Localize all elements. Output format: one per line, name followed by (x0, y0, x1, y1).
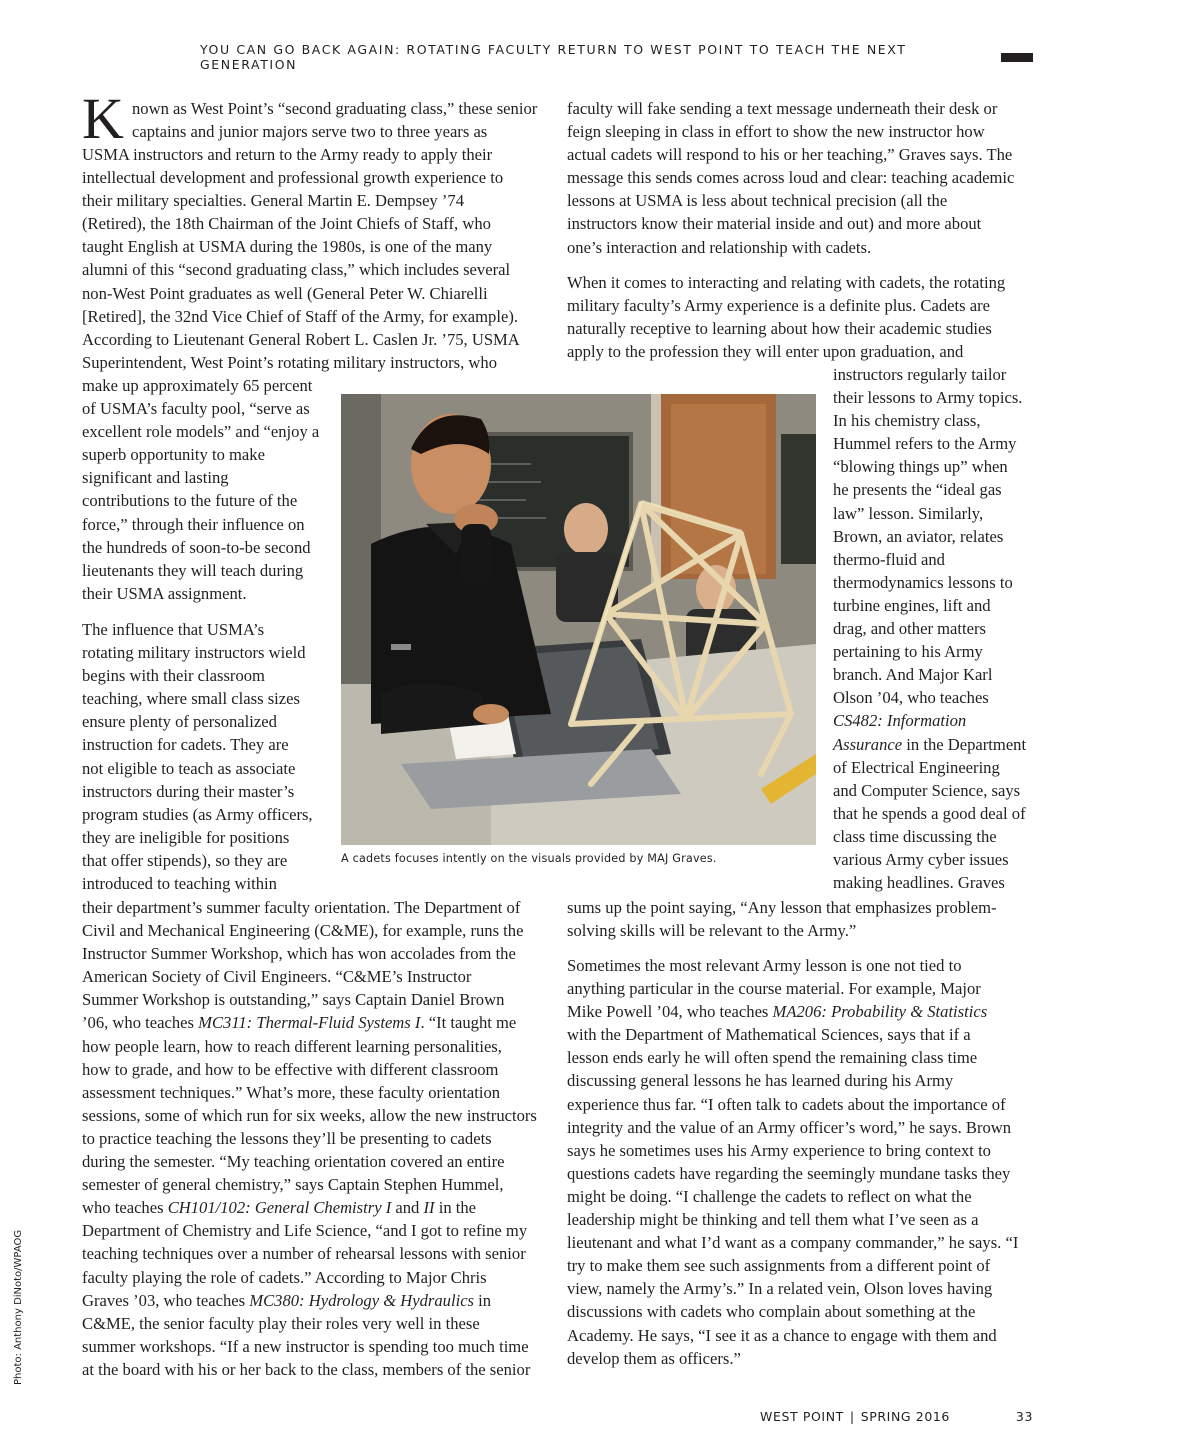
text-line: that he spends a good deal of (833, 803, 1026, 823)
text-line (567, 1000, 1033, 1023)
article-paragraph-2 (82, 618, 332, 895)
text-line: branch. And Major Karl (833, 665, 993, 685)
text-line: assessment techniques.” What’s more, these faculty orientation (82, 1082, 501, 1102)
running-head-bar (1001, 53, 1033, 62)
running-head (200, 42, 1033, 72)
text-line: pertaining to his Army (833, 642, 983, 662)
article-paragraph-3 (567, 97, 1033, 259)
course-title: CS482: Information (833, 711, 967, 731)
course-title: CH101/102: General Chemistry I (167, 1198, 392, 1218)
text-run: in the (434, 1198, 477, 1218)
footer-publication (760, 1409, 950, 1424)
article-intro (132, 97, 552, 143)
text-line: taught English at USMA during the 1980s, is one of the many (82, 237, 493, 257)
text-line: alumni of this “second graduating class,” which includes several (82, 260, 511, 280)
text-line: during the semester. “My teaching orientation covered an entire (82, 1152, 505, 1172)
text-line: faculty playing the role of cadets.” According to Major Chris (82, 1267, 487, 1287)
text-line (82, 1011, 552, 1034)
text-line: Superintendent, West Point’s rotating military instructors, who (82, 352, 498, 372)
text-line: Olson ’04, who teaches (833, 688, 989, 708)
text-line (833, 709, 1033, 732)
text-line: Academy. He says, “I see it as a chance to engage with them and (567, 1325, 997, 1345)
course-title: Assurance (833, 734, 903, 754)
text-line: making headlines. Graves (833, 873, 1005, 893)
text-line (833, 733, 1033, 756)
text-line: significant and lasting (82, 468, 229, 488)
issue-date: SPRING 2016 (860, 1409, 950, 1424)
text-line: introduced to teaching within (82, 874, 277, 894)
text-line: with the Department of Mathematical Sciences, says that if a (567, 1025, 971, 1045)
text-line: lieutenant and what I’d want as a company commander,” he says. “I (567, 1233, 1019, 1253)
course-title: MC380: Hydrology & Hydraulics (249, 1290, 475, 1310)
text-line: questions cadets have regarding the seemingly mundane tasks they (567, 1163, 1011, 1183)
text-line: American Society of Civil Engineers. “C&ME’s Instructor (82, 967, 472, 987)
text-line: drag, and other matters (833, 619, 986, 639)
text-line: Sometimes the most relevant Army lesson is one not tied to (567, 956, 962, 975)
text-line: class time discussing the (833, 826, 997, 846)
text-line: rotating military instructors wield (82, 643, 306, 663)
text-line: teaching, where small class sizes (82, 689, 300, 709)
text-line: Summer Workshop is outstanding,” says Captain Daniel Brown (82, 990, 505, 1010)
text-line: lessons at USMA is less about technical precision (all the (567, 191, 948, 211)
text-line: program studies (as Army officers, (82, 804, 313, 824)
page-footer (700, 1409, 1033, 1427)
text-line: [Retired], the 32nd Vice Chief of Staff of the Army, for example). (82, 306, 518, 326)
text-line: Instructor Summer Workshop, which has won accolades from the (82, 944, 516, 964)
text-line: begins with their classroom (82, 666, 265, 686)
text-line: of USMA’s faculty pool, “serve as (82, 399, 310, 419)
article-paragraph-4-continued (567, 896, 1033, 942)
text-line: feign sleeping in class in effort to show the new instructor how (567, 122, 985, 142)
text-line: contributions to the future of the (82, 491, 298, 511)
drop-cap: K (82, 86, 124, 151)
course-title: II (423, 1198, 435, 1218)
text-line: says he sometimes uses his Army experience to bring context to (567, 1140, 991, 1160)
text-line: not eligible to teach as associate (82, 758, 296, 778)
text-line: instructors during their master’s (82, 781, 295, 801)
text-line: sums up the point saying, “Any lesson that emphasizes problem- (567, 898, 997, 917)
text-line (82, 1196, 552, 1219)
text-line: Brown, an aviator, relates (833, 526, 1004, 546)
text-line: at the board with his or her back to the class, members of the senior (82, 1359, 531, 1379)
text-line: message this sends comes across loud and clear: teaching academic (567, 168, 1015, 188)
text-line: The influence that USMA’s (82, 620, 265, 639)
article-paragraph-5 (567, 954, 1033, 1370)
text-line: to practice teaching the lessons they’ll be presenting to cadets (82, 1128, 492, 1148)
text-line: might be doing. “I challenge the cadets to reflect on what the (567, 1186, 972, 1206)
text-line: discussions with cadets who complain about something at the (567, 1302, 976, 1322)
text-line: leadership might be thinking and tell them what I’ve seen as a (567, 1210, 979, 1230)
text-run: in (474, 1290, 492, 1310)
classroom-photo (341, 394, 816, 845)
text-line: USMA instructors and return to the Army ready to apply their (82, 145, 493, 164)
text-line: apply to the profession they will enter upon graduation, and (567, 342, 964, 362)
article-paragraph-1 (82, 143, 552, 374)
text-line: solving skills will be relevant to the Army.” (567, 921, 857, 941)
text-line: law” lesson. Similarly, (833, 503, 984, 523)
text-line: turbine engines, lift and (833, 595, 991, 615)
text-line: C&ME, the senior faculty play their roles very well in these (82, 1313, 480, 1333)
text-line: how to grade, and how to be effective with different classroom (82, 1059, 499, 1079)
text-line: ensure plenty of personalized (82, 712, 277, 732)
footer-separator: | (849, 1409, 855, 1424)
course-title: MA206: Probability & Statistics (772, 1002, 988, 1022)
text-line: In his chemistry class, (833, 411, 981, 431)
course-title: MC311: Thermal-Fluid Systems I (198, 1013, 421, 1033)
text-line: try to make them see such assignments from a different point of (567, 1256, 991, 1276)
text-line: their lessons to Army topics. (833, 388, 1023, 408)
article-paragraph-4-wrap (833, 363, 1033, 894)
article-paragraph-1-wrap (82, 374, 332, 605)
text-line: lesson ends early he will often spend the remaining class time (567, 1048, 978, 1068)
text-line: thermo-fluid and (833, 549, 945, 569)
text-line: sessions, some of which run for six weeks, allow the new instructors (82, 1105, 537, 1125)
text-line: actual cadets will respond to his or her teaching,” Graves says. The (567, 145, 1013, 165)
text-line: superb opportunity to make (82, 445, 265, 465)
text-line: their military specialties. General Martin E. Dempsey ’74 (82, 191, 464, 211)
text-line: that offer stipends), so they are (82, 850, 288, 870)
text-line: (Retired), the 18th Chairman of the Joint Chiefs of Staff, who (82, 214, 491, 234)
text-line: Hummel refers to the Army (833, 434, 1017, 454)
text-run: and (391, 1198, 424, 1218)
text-line: lieutenants they will teach during (82, 560, 304, 580)
text-line: view, namely the Army’s.” In a related vein, Olson loves having (567, 1279, 993, 1299)
text-line (82, 1289, 552, 1312)
text-line: Department of Chemistry and Life Science, “and I got to refine my (82, 1221, 528, 1241)
text-line: nown as West Point’s “second graduating class,” these senior (132, 99, 538, 118)
text-line: force,” through their influence on (82, 514, 305, 534)
text-line: teaching techniques over a number of rehearsal lessons with senior (82, 1244, 526, 1264)
text-line: one’s interaction and relationship with cadets. (567, 237, 872, 257)
text-line: Civil and Mechanical Engineering (C&ME), for example, runs the (82, 921, 524, 941)
text-line: When it comes to interacting and relating with cadets, the rotating (567, 273, 1006, 292)
text-line: captains and junior majors serve two to three years as (132, 122, 488, 142)
text-run: Mike Powell ’04, who teaches (567, 1002, 773, 1022)
text-run: who teaches (82, 1198, 168, 1218)
text-line: develop them as officers.” (567, 1348, 741, 1368)
text-line: semester of general chemistry,” says Captain Stephen Hummel, (82, 1175, 504, 1195)
text-line: instructors regularly tailor (833, 365, 1007, 384)
text-line: non-West Point graduates as well (General Peter W. Chiarelli (82, 283, 488, 303)
text-line: military faculty’s Army experience is a definite plus. Cadets are (567, 296, 991, 316)
text-line: and Computer Science, says (833, 780, 1021, 800)
photo-caption: A cadets focuses intently on the visuals provided by MAJ Graves. (341, 852, 717, 865)
text-line: the hundreds of soon-to-be second (82, 537, 311, 557)
text-line: how people learn, how to reach different learning personalities, (82, 1036, 502, 1056)
text-run: . “It taught me (420, 1013, 517, 1033)
photo-credit: Photo: Anthony DiNoto/WPAOG (13, 1229, 24, 1385)
text-line: faculty will fake sending a text message underneath their desk or (567, 99, 998, 118)
text-line: make up approximately 65 percent (82, 376, 313, 395)
text-line: naturally receptive to learning about how their academic studies (567, 319, 992, 339)
text-line: experience thus far. “I often talk to cadets about the importance of (567, 1094, 1006, 1114)
page-number: 33 (1015, 1409, 1033, 1424)
text-line: thermodynamics lessons to (833, 572, 1013, 592)
text-line: integrity and the value of an Army officer’s word,” he says. Brown (567, 1117, 1012, 1137)
text-run: Graves ’03, who teaches (82, 1290, 250, 1310)
text-line: excellent role models” and “enjoy a (82, 422, 320, 442)
text-line: instruction for cadets. They are (82, 735, 289, 755)
text-line: of Electrical Engineering (833, 757, 1000, 777)
text-line: their department’s summer faculty orientation. The Department of (82, 898, 521, 917)
text-line: various Army cyber issues (833, 849, 1009, 869)
text-run: ’06, who teaches (82, 1013, 199, 1033)
text-run: in the Department (902, 734, 1027, 754)
text-line: “blowing things up” when (833, 457, 1008, 477)
running-head-text: YOU CAN GO BACK AGAIN: ROTATING FACULTY RETURN TO WEST POINT TO TEACH THE NEXT GENERATION (200, 42, 907, 72)
publication-name: WEST POINT (760, 1409, 844, 1424)
text-line: According to Lieutenant General Robert L. Caslen Jr. ’75, USMA (82, 329, 520, 349)
article-paragraph-2-continued (82, 896, 552, 1381)
text-line: anything particular in the course material. For example, Major (567, 979, 981, 999)
text-line: instructors know their material inside and out) and more about (567, 214, 982, 234)
text-line: discussing general lessons he has learned during his Army (567, 1071, 954, 1091)
article-paragraph-4 (567, 271, 1033, 363)
text-line: they are ineligible for positions (82, 827, 290, 847)
text-line: he presents the “ideal gas (833, 480, 1002, 500)
text-line: intellectual development and professional growth experience to (82, 168, 504, 188)
text-line: summer workshops. “If a new instructor is spending too much time (82, 1336, 529, 1356)
text-line: their USMA assignment. (82, 583, 247, 603)
